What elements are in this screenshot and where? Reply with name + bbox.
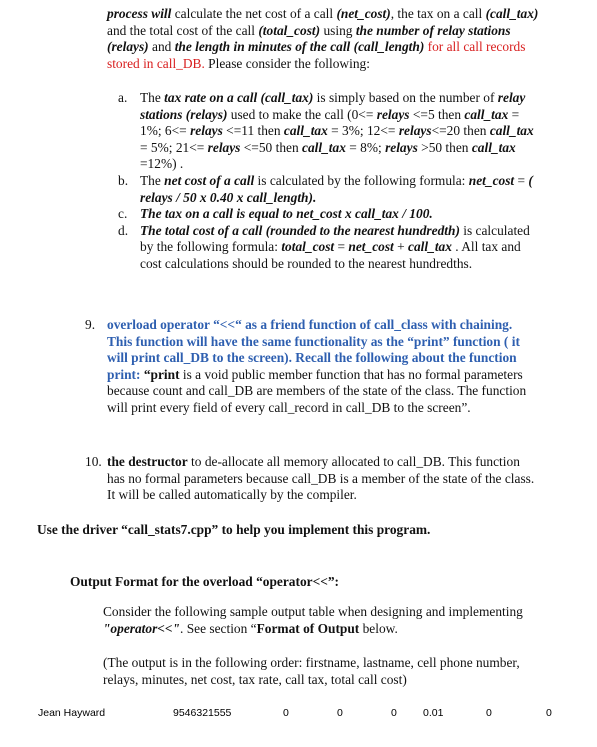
- list-item-c: c. The tax on a call is equal to net_cost x call_tax / 100.: [118, 206, 433, 222]
- item-10-marker: 10.: [85, 454, 102, 469]
- cell-call-tax: 0: [486, 707, 492, 719]
- list-marker: a.: [118, 90, 128, 105]
- list-marker: c.: [118, 206, 128, 222]
- cell-total-cost: 0: [546, 707, 552, 719]
- table-row: [38, 705, 566, 722]
- intro-paragraph: process will calculate the net cost of a call (net_cost), the tax on a call (call_tax) and the total cost of the call (total_cost) using the number of relay stations (relays) and the length in minutes of the call (call_length) for all call records stored in call_DB. Please consider the following:: [107, 6, 539, 71]
- cell-relays: 0: [283, 707, 289, 719]
- item-9-marker: 9.: [85, 317, 96, 332]
- driver-line: Use the driver “call_stats7.cpp” to help you implement this program.: [37, 522, 431, 537]
- list-item-b: b. The net cost of a call is calculated by the following formula: net_cost = ( relays / 50 x 0.40 x call_length).: [118, 172, 533, 205]
- cell-phone: 9546321555: [173, 707, 232, 719]
- numbered-item-10: 10. the destructor to de-allocate all memory allocated to call_DB. This function has no formal parameters because call_DB is a member of the state of the class. It will be called automatically by the compiler.: [85, 454, 535, 503]
- output-order-note: (The output is in the following order: firstname, lastname, cell phone number, relays, minutes, net cost, tax rate, call tax, total call cost): [103, 655, 520, 687]
- cell-tax-rate: 0.01: [423, 707, 444, 719]
- output-format-heading: Output Format for the overload “operator<<”:: [70, 574, 340, 589]
- sample-output-table: [38, 705, 566, 722]
- intro-process-will: process will: [107, 6, 172, 21]
- list-marker: b.: [118, 172, 129, 188]
- list-item-d: d. The total cost of a call (rounded to the nearest hundredth) is calculated by the following formula: total_cost = net_cost + call_tax . All tax and cost calculations should be rounded to the nearest hundredths.: [118, 222, 530, 271]
- list-item-a: a. The tax rate on a call (call_tax) is simply based on the number of relay stations (relays) used to make the call (0<= relays <=5 then call_tax = 1%; 6<= relays <=11 then call_tax = 3%; 12<= relays<=20 then call_tax = 5%; 21<= relays <=50 then call_tax = 8%; relays >50 then call_tax =12%) .: [118, 90, 534, 172]
- list-marker: d.: [118, 222, 129, 238]
- numbered-item-9: 9. overload operator “<<“ as a friend function of call_class with chaining. This function will have the same functionality as the “print” function ( it will print call_DB to the screen). Recall the following about the function print: “print is a void public member function that has no formal parameters because count and call_DB are members of the state of the class. The function will print every field of every call_record in call_DB to the screen”.: [85, 317, 527, 415]
- cell-minutes: 0: [337, 707, 343, 719]
- call-db-note: for all call records stored in call_DB.: [107, 39, 526, 71]
- cell-name: Jean Hayward: [38, 707, 106, 719]
- consider-paragraph: Consider the following sample output table when designing and implementing "operator<<". See section “Format of Output below.: [103, 604, 523, 636]
- overload-operator-text: overload operator “<<“ as a friend function of call_class with chaining. This function will have the same functionality as the “print” function ( it will print call_DB to the screen). Recall the following about the function print:: [107, 317, 520, 382]
- cell-net-cost: 0: [391, 707, 397, 719]
- lettered-list: [118, 90, 540, 273]
- destructor-label: the destructor: [107, 454, 188, 469]
